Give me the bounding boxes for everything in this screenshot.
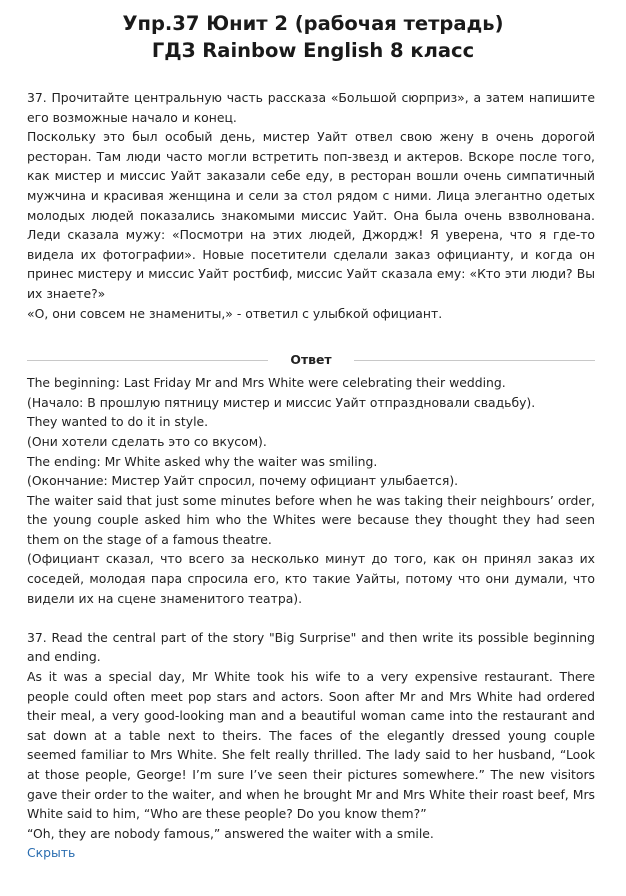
page-title <box>0 10 626 64</box>
divider-rule-right <box>354 360 595 361</box>
task-ru-instruction: 37. Прочитайте центральную часть рассказа «Большой сюрприз», а затем напишите его возможные начало и конец. <box>27 90 595 125</box>
answer-line: (Окончание: Мистер Уайт спросил, почему официант улыбается). <box>27 473 459 489</box>
answer-line: The ending: Mr White asked why the waiter was smiling. <box>27 453 378 469</box>
task-russian <box>27 88 595 323</box>
answer-line: (Они хотели сделать это со вкусом). <box>27 433 267 449</box>
task-ru-ending: «О, они совсем не знамениты,» - ответил с улыбкой официант. <box>27 305 443 321</box>
answer-line: The waiter said that just some minutes before when he was taking their neighbours’ order, the young couple asked him who the Whites were because they thought they had seen them on the stage of a famous theatre. <box>27 492 595 547</box>
title-line-1: Упр.37 Юнит 2 (рабочая тетрадь) <box>122 12 504 35</box>
task-en-ending: “Oh, they are nobody famous,” answered the waiter with a smile. <box>27 825 434 841</box>
answer-line: They wanted to do it in style. <box>27 414 209 430</box>
task-ru-story: Поскольку это был особый день, мистер Уайт отвел свою жену в очень дорогой ресторан. Там люди часто могли встретить поп-звезд и актеров. Вскоре после того, как мистер и миссис Уайт заказали себе еду, в ресторан вошли очень симпатичный мужчина и красивая женщина и сели за стол рядом с ними. Лица элегантно одетых молодых людей показались знакомыми миссис Уайт. Она была очень взволнована. Леди сказала мужу: «Посмотри на этих людей, Джордж! Я уверена, что я где-то видела их фотографии». Новые посетители сделали заказ официанту, и когда он принес мистеру и миссис Уайт ростбиф, миссис Уайт сказала ему: «Кто эти люди? Вы их знаете?» <box>27 129 595 301</box>
task-english <box>27 628 595 844</box>
hide-answer-link[interactable]: Скрыть <box>27 845 76 861</box>
task-en-story: As it was a special day, Mr White took his wife to a very expensive restaurant. There people could often meet pop stars and actors. Soon after Mr and Mrs White had ordered their meal, a very good-looking man and a beautiful woman came into the restaurant and sat down at a table next to theirs. The faces of the elegantly dressed young couple seemed familiar to Mrs White. She felt really thrilled. The lady said to her husband, “Look at those people, George! I’m sure I’ve seen their pictures somewhere.” The new visitors gave their order to the waiter, and when he brought Mr and Mrs White their roast beef, Mrs White said to him, “Who are these people? Do you know them?” <box>27 669 595 822</box>
answer-divider <box>27 350 595 370</box>
answer-heading: Ответ <box>290 352 332 368</box>
answer-block <box>27 373 595 608</box>
task-en-instruction: 37. Read the central part of the story "Big Surprise" and then write its possible beginning and ending. <box>27 629 595 665</box>
answer-line: (Официант сказал, что всего за несколько минут до того, как он принял заказ их соседей, молодая пара спросила его, кто такие Уайты, потому что они думали, что видели их на сцене знаменитого театра). <box>27 551 595 606</box>
answer-line: The beginning: Last Friday Mr and Mrs White were celebrating their wedding. <box>27 375 506 391</box>
title-line-2: ГДЗ Rainbow English 8 класс <box>151 39 475 62</box>
exercise-content <box>27 88 595 863</box>
divider-rule-left <box>27 360 268 361</box>
answer-line: (Начало: В прошлую пятницу мистер и миссис Уайт отпраздновали свадьбу). <box>27 394 536 410</box>
